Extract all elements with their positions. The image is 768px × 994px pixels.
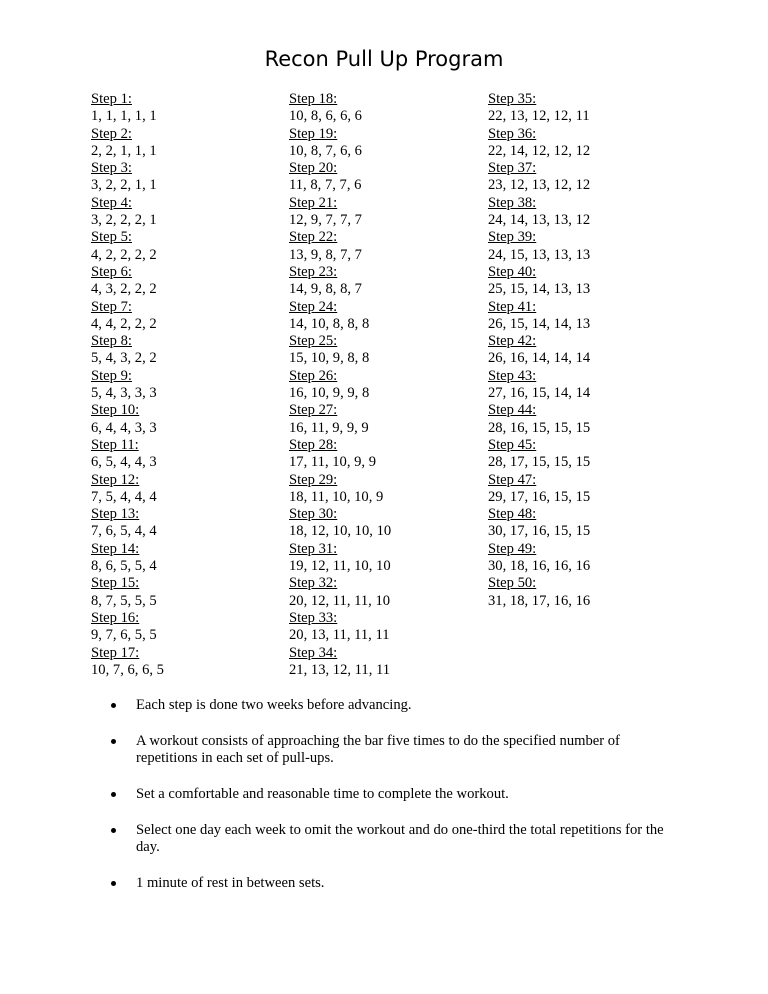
step-label: Step 19:: [289, 125, 338, 142]
step-label: Step 25:: [289, 333, 338, 350]
step-reps: 22, 13, 12, 12, 11: [488, 108, 590, 125]
step-label: Step 2:: [91, 125, 132, 142]
step-reps: 16, 10, 9, 9, 8: [289, 385, 370, 402]
step-label: Step 36:: [488, 125, 537, 142]
step-reps: 28, 17, 15, 15, 15: [488, 454, 591, 471]
step-reps: 20, 13, 11, 11, 11: [289, 627, 390, 644]
step-reps: 11, 8, 7, 7, 6: [289, 177, 362, 194]
step-label: Step 49:: [488, 540, 537, 557]
step-label: Step 10:: [91, 402, 140, 419]
step-label: Step 50:: [488, 575, 537, 592]
step-reps: 22, 14, 12, 12, 12: [488, 142, 591, 159]
step-reps: 4, 4, 2, 2, 2: [91, 315, 157, 332]
step-label: Step 45:: [488, 436, 537, 453]
note-text: 1 minute of rest in between sets.: [136, 875, 325, 891]
step-reps: 19, 12, 11, 10, 10: [289, 558, 391, 575]
step-label: Step 33:: [289, 609, 338, 626]
step-reps: 3, 2, 2, 1, 1: [91, 177, 157, 194]
step-reps: 7, 5, 4, 4, 4: [91, 488, 157, 505]
step-reps: 14, 9, 8, 8, 7: [289, 281, 362, 298]
note-item: [111, 697, 671, 714]
step-reps: 6, 5, 4, 4, 3: [91, 454, 157, 471]
step-label: Step 43:: [488, 367, 537, 384]
steps-column-2: [289, 91, 391, 679]
step-label: Step 18:: [289, 91, 338, 107]
note-text: Set a comfortable and reasonable time to complete the workout.: [136, 786, 509, 802]
note-item: [111, 786, 671, 803]
step-label: Step 31:: [289, 540, 338, 557]
bullet-dot-icon: [111, 739, 116, 744]
step-label: Step 15:: [91, 575, 140, 592]
step-label: Step 26:: [289, 367, 338, 384]
step-reps: 9, 7, 6, 5, 5: [91, 627, 157, 644]
step-label: Step 21:: [289, 194, 338, 211]
step-reps: 17, 11, 10, 9, 9: [289, 454, 377, 471]
step-reps: 8, 7, 5, 5, 5: [91, 592, 157, 609]
step-reps: 23, 12, 13, 12, 12: [488, 177, 591, 194]
step-reps: 10, 8, 6, 6, 6: [289, 108, 362, 125]
step-reps: 28, 16, 15, 15, 15: [488, 419, 591, 436]
step-label: Step 27:: [289, 402, 338, 419]
step-label: Step 11:: [91, 436, 139, 453]
step-label: Step 9:: [91, 367, 132, 384]
bullet-dot-icon: [111, 881, 116, 886]
step-reps: 5, 4, 3, 3, 3: [91, 385, 157, 402]
step-label: Step 29:: [289, 471, 338, 488]
step-label: Step 34:: [289, 644, 338, 661]
step-label: Step 16:: [91, 609, 140, 626]
step-reps: 24, 14, 13, 13, 12: [488, 212, 591, 229]
step-reps: 26, 15, 14, 14, 13: [488, 315, 591, 332]
step-label: Step 17:: [91, 644, 140, 661]
step-reps: 26, 16, 14, 14, 14: [488, 350, 591, 367]
step-reps: 16, 11, 9, 9, 9: [289, 419, 369, 436]
step-reps: 2, 2, 1, 1, 1: [91, 142, 157, 159]
step-label: Step 13:: [91, 506, 140, 523]
step-label: Step 38:: [488, 194, 537, 211]
step-label: Step 8:: [91, 333, 132, 350]
step-reps: 8, 6, 5, 5, 4: [91, 558, 157, 575]
step-label: Step 35:: [488, 91, 537, 107]
step-reps: 30, 18, 16, 16, 16: [488, 558, 591, 575]
step-reps: 10, 7, 6, 6, 5: [91, 661, 164, 678]
step-label: Step 30:: [289, 506, 338, 523]
step-reps: 4, 3, 2, 2, 2: [91, 281, 157, 298]
step-reps: 31, 18, 17, 16, 16: [488, 592, 591, 609]
step-reps: 4, 2, 2, 2, 2: [91, 246, 157, 263]
step-reps: 27, 16, 15, 14, 14: [488, 385, 591, 402]
step-label: Step 4:: [91, 194, 132, 211]
note-text: Each step is done two weeks before advancing.: [136, 697, 412, 713]
step-reps: 1, 1, 1, 1, 1: [91, 108, 157, 125]
step-reps: 10, 8, 7, 6, 6: [289, 142, 362, 159]
step-reps: 7, 6, 5, 4, 4: [91, 523, 157, 540]
step-label: Step 6:: [91, 263, 132, 280]
note-item: [111, 875, 671, 892]
step-reps: 25, 15, 14, 13, 13: [488, 281, 591, 298]
step-label: Step 23:: [289, 263, 338, 280]
step-label: Step 7:: [91, 298, 132, 315]
step-label: Step 40:: [488, 263, 537, 280]
step-label: Step 41:: [488, 298, 537, 315]
step-label: Step 28:: [289, 436, 338, 453]
note-item: [111, 733, 671, 767]
note-item: [111, 822, 671, 856]
step-label: Step 42:: [488, 333, 537, 350]
steps-column-1: [91, 91, 164, 679]
step-reps: 15, 10, 9, 8, 8: [289, 350, 370, 367]
step-label: Step 22:: [289, 229, 338, 246]
step-reps: 12, 9, 7, 7, 7: [289, 212, 362, 229]
step-reps: 14, 10, 8, 8, 8: [289, 315, 370, 332]
steps-column-3: [488, 91, 590, 610]
step-reps: 18, 11, 10, 10, 9: [289, 488, 384, 505]
bullet-dot-icon: [111, 828, 116, 833]
step-label: Step 37:: [488, 160, 537, 177]
step-label: Step 14:: [91, 540, 140, 557]
step-label: Step 5:: [91, 229, 132, 246]
step-reps: 20, 12, 11, 11, 10: [289, 592, 391, 609]
step-reps: 13, 9, 8, 7, 7: [289, 246, 362, 263]
page-title: Recon Pull Up Program: [264, 47, 504, 71]
step-reps: 24, 15, 13, 13, 13: [488, 246, 591, 263]
note-text: Select one day each week to omit the workout and do one-third the total repetitions for the day.: [136, 822, 664, 855]
step-label: Step 39:: [488, 229, 537, 246]
step-reps: 29, 17, 16, 15, 15: [488, 488, 591, 505]
step-label: Step 24:: [289, 298, 338, 315]
step-reps: 5, 4, 3, 2, 2: [91, 350, 157, 367]
step-reps: 6, 4, 4, 3, 3: [91, 419, 157, 436]
step-label: Step 44:: [488, 402, 537, 419]
step-label: Step 12:: [91, 471, 140, 488]
step-label: Step 32:: [289, 575, 338, 592]
step-label: Step 48:: [488, 506, 537, 523]
bullet-dot-icon: [111, 792, 116, 797]
step-label: Step 3:: [91, 160, 132, 177]
notes-list: [111, 697, 671, 911]
step-label: Step 20:: [289, 160, 338, 177]
step-reps: 30, 17, 16, 15, 15: [488, 523, 591, 540]
step-reps: 3, 2, 2, 2, 1: [91, 212, 157, 229]
step-label: Step 47:: [488, 471, 537, 488]
step-reps: 21, 13, 12, 11, 11: [289, 661, 391, 678]
step-label: Step 1:: [91, 91, 132, 107]
note-text: A workout consists of approaching the bar five times to do the specified number of repetitions in each set of pull-ups.: [136, 733, 620, 766]
bullet-dot-icon: [111, 703, 116, 708]
step-reps: 18, 12, 10, 10, 10: [289, 523, 392, 540]
